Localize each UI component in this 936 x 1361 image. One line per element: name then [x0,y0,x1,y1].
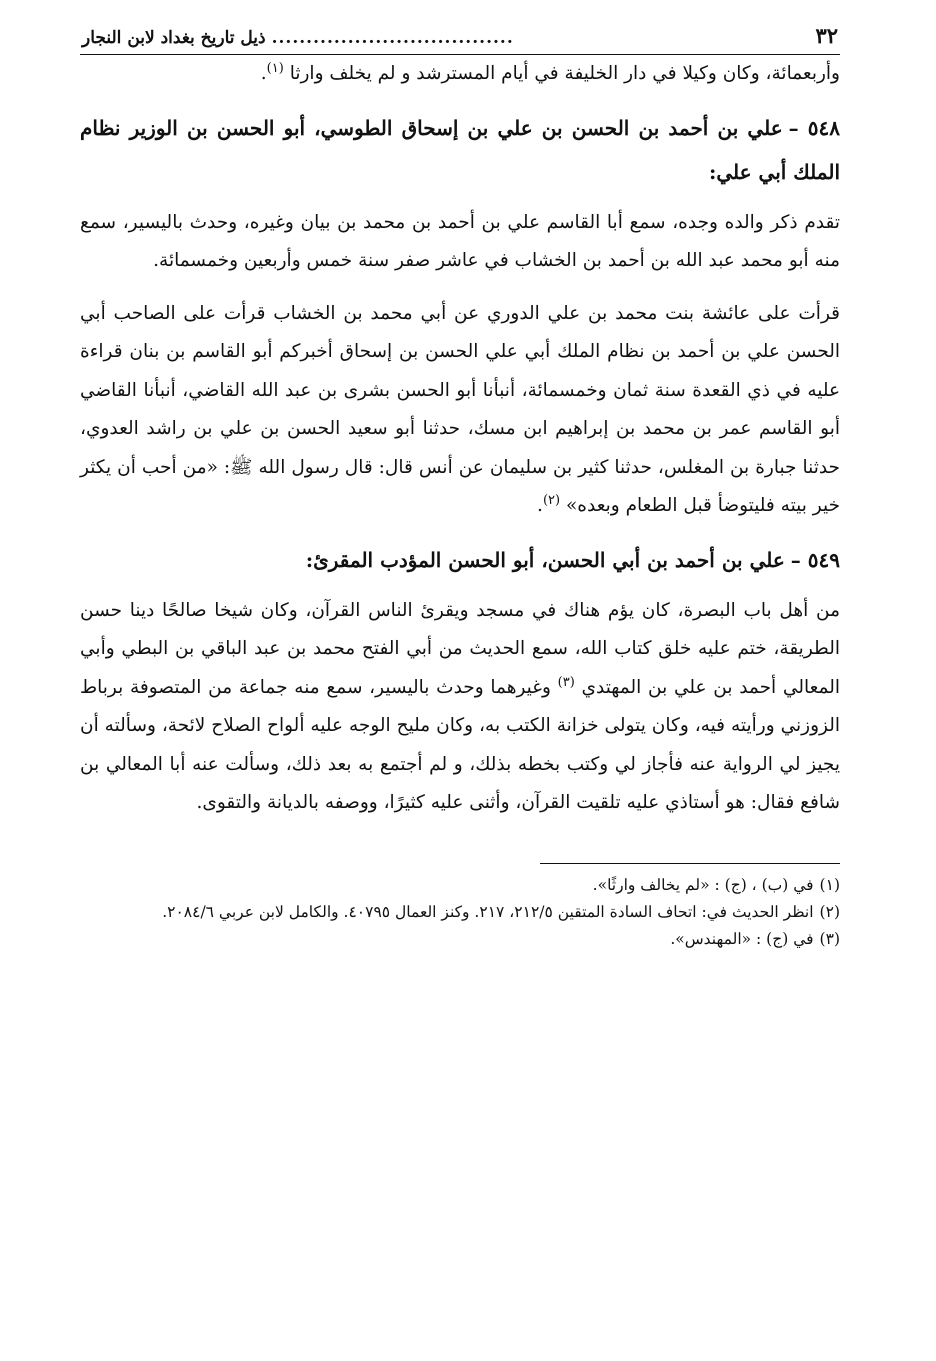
entry-549-text-b: وغيرهما وحدث باليسير، سمع منه جماعة من المتصوفة برباط الزوزني ورأيته فيه، وكان يتولى خزانة الكتب به، وكان مليح الوجه عليه ألواح الصلاح لائحة، وسألته أن يجيز لي الرواية عنه فأجاز لي وكتب بخطه بذلك، و لم أجتمع به بعد ذلك، وسألت عنه أبا المعالي بن شافع فقال: هو أستاذي عليه تلقيت القرآن، وأثنى عليه كثيرًا، ووصفه بالديانة والتقوى. [80,676,840,813]
footnote-1-number: (١) [819,875,840,894]
entry-548-paragraph-1: تقدم ذكر والده وجده، سمع أبا القاسم علي بن أحمد بن محمد بن بيان وغيره، وحدث باليسير، سمع منه أبو محمد عبد الله بن أحمد بن الخشاب في عاشر صفر سنة خمس وأربعين وخمسمائة. [80,211,840,271]
footnote-separator [540,863,840,864]
page-number: ٣٢ [815,23,838,48]
entry-549-text-a: من أهل باب البصرة، كان يؤم هناك في مسجد ويقرئ الناس القرآن، وكان شيخا صالحًا دينا حسن الطريقة، ختم عليه خلق كتاب الله، سمع الحديث من أبي الفتح محمد بن عبد الباقي بن البطي وأبي المعالي أحمد بن علي بن المهتدي [80,599,841,698]
entry-548-title: علي بن أحمد بن الحسن بن علي بن إسحاق الطوسي، أبو الحسن بن الوزير نظام الملك أبي علي: [80,115,840,184]
footnote-ref-3: (٣) [557,674,575,690]
footnote-2-number: (٢) [819,902,840,921]
book-page [80,18,840,1348]
entry-549-heading [80,538,840,582]
entry-548-hadith-end: . [537,495,543,516]
footnote-3-text: في (ج) : «المهندس». [670,929,814,948]
entry-548-heading [80,106,840,194]
continued-paragraph [80,55,840,94]
continued-text: وأربعمائة، وكان وكيلا في دار الخليفة في أيام المسترشد و لم يخلف وارثا [289,63,840,84]
running-header [80,18,840,55]
entry-548-hadith-text: قرأت على عائشة بنت محمد بن علي الدوري عن أبي محمد بن الخشاب قرأت على الصاحب أبي الحسن علي بن أحمد بن نظام الملك أبي علي الحسن بن إسحاق أخبركم أبو القاسم بن بنان قراءة عليه في ذي القعدة سنة ثمان وخمسمائة، أنبأنا أبو الحسن بشرى بن عبد الله القاضي، أنبأنا القاضي أبو القاسم عمر بن محمد بن إبراهيم ابن مسك، حدثنا أبو سعيد الحسن بن علي بن راشد العدوي، حدثنا جبارة بن المغلس، حدثنا كثير بن سليمان عن أنس قال: قال رسول الله ﷺ: «من أحب أن يكثر خير بيته فليتوضأ قبل الطعام وبعده» [80,302,840,516]
header-dots: ................................... [271,28,514,48]
footnote-3 [80,926,840,953]
entry-548-paragraph-2 [80,295,840,526]
footnote-2 [80,899,840,926]
running-title: ذيل تاريخ بغداد لابن النجار [82,28,266,48]
entry-549-title: علي بن أحمد بن أبي الحسن، أبو الحسن المؤدب المقرئ: [305,547,785,572]
entry-548-number: ٥٤٨ – [788,115,840,140]
running-title-group [82,20,815,56]
footnote-3-number: (٣) [819,929,840,948]
footnote-1-text: في (ب) ، (ج) : «لم يخالف وارثًا». [592,875,814,894]
footnote-1 [80,872,840,899]
footnotes [80,872,840,953]
footnote-2-text: انظر الحديث في: اتحاف السادة المتقين ٢١٢/٥، ٢١٧. وكنز العمال ٤٠٧٩٥. والكامل لابن عربي ٢٠٨٤/٦. [162,902,814,921]
footnote-ref-1: (١) [266,60,284,76]
continued-end: . [260,63,267,84]
entry-549-number: ٥٤٩ – [790,547,840,572]
footnote-ref-2: (٢) [542,492,561,508]
entry-549-paragraph [80,592,840,823]
